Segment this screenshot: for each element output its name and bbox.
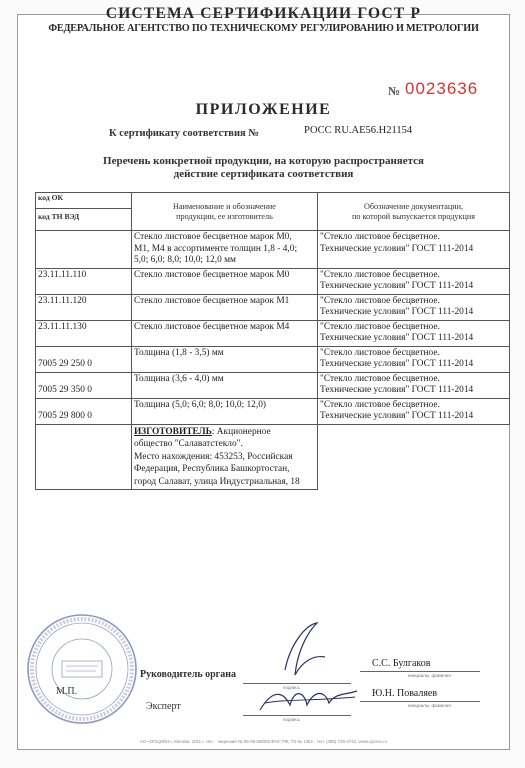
table-header-row [36,193,510,231]
product-code-cell: 7005 29 250 0 [36,346,132,372]
products-table [35,192,510,490]
head-name-line [360,671,480,672]
code-tnved-header: код ТН ВЭД [38,212,80,221]
expert-signature-caption: подпись [283,717,301,722]
docs-header: Обозначение документации, по которой выпускается продукция [318,193,510,231]
seal-place-label: М.П. [56,686,78,697]
head-name: С.С. Булгаков [372,658,431,669]
product-code-cell: 7005 29 800 0 [36,398,132,424]
manufacturer-cell [132,424,318,490]
table-row [36,231,510,269]
code-header-cell [36,193,132,231]
code-ok-header: код ОК [36,193,131,209]
product-name-cell: Стекло листовое бесцветное марок М1 [132,294,318,320]
product-name-cell: Толщина (3,6 - 4,0) мм [132,372,318,398]
print-footer: АО «ОПЦИОН», Москва, 2011 г. «Б» · лицензия № 05-05-09/003 ФНС РФ, ТЗ № 1462 · тел. (495) 726-4742, www.opcion.ru [139,739,388,744]
product-code-cell: 23.11.11.120 [36,294,132,320]
head-of-body-label: Руководитель органа [140,669,236,680]
table-row [36,268,510,294]
expert-label: Эксперт [146,701,181,712]
manufacturer-label: ИЗГОТОВИТЕЛЬ [134,426,212,437]
product-doc-cell: "Стекло листовое бесцветное. Технические условия" ГОСТ 111-2014 [318,320,510,346]
form-number: 0023636 [405,79,479,98]
product-code-cell: 23.11.11.110 [36,268,132,294]
manufacturer-row [36,424,510,490]
expert-name: Ю.Н. Поваляев [372,688,438,699]
head-signature-caption: подпись [283,685,301,690]
product-doc-cell: "Стекло листовое бесцветное. Технические условия" ГОСТ 111-2014 [318,231,510,269]
product-name-cell: Толщина (1,8 - 3,5) мм [132,346,318,372]
product-code-cell: 7005 29 350 0 [36,372,132,398]
appendix-title: ПРИЛОЖЕНИЕ [195,101,332,118]
table-row [36,320,510,346]
table-row [36,398,510,424]
table-row [36,294,510,320]
expert-signature-line [243,715,351,716]
certificate-appendix-page [17,5,510,750]
table-row [36,346,510,372]
subtitle-line-2: действие сертификата соответствия [173,168,354,180]
product-code-cell [36,231,132,269]
certificate-number: РОСС RU.AE56.H21154 [304,125,413,136]
product-name-cell: Толщина (5,0; 6,0; 8,0; 10,0; 12,0) [132,398,318,424]
head-signature-line [243,683,351,684]
form-number-label: № [388,84,401,98]
table-row [36,372,510,398]
product-doc-cell: "Стекло листовое бесцветное. Технические условия" ГОСТ 111-2014 [318,398,510,424]
product-name-cell: Стекло листовое бесцветное марок М4 [132,320,318,346]
system-title: СИСТЕМА СЕРТИФИКАЦИИ ГОСТ Р [105,5,422,22]
product-doc-cell: "Стекло листовое бесцветное. Технические условия" ГОСТ 111-2014 [318,294,510,320]
product-name-cell: Стекло листовое бесцветное марок М0, М1, М4 в ассортименте толщин 1,8 - 4,0; 5,0; 6,0; 8,0; 10,0; 12,0 мм [132,231,318,269]
name-header: Наименование и обозначение продукции, ее изготовитель [132,193,318,231]
expert-name-line [360,701,480,702]
round-seal-stamp [22,609,142,729]
manufacturer-text: : Акционерное общество "Салаватстекло". Место нахождения: 453253, Российская Федерация, Республика Башкортостан, город Салават, улица Индустриальная, 18 [134,426,300,487]
product-doc-cell: "Стекло листовое бесцветное. Технические условия" ГОСТ 111-2014 [318,372,510,398]
manufacturer-code-cell [36,424,132,490]
handwritten-signatures [245,615,365,715]
product-code-cell: 23.11.11.130 [36,320,132,346]
product-doc-cell: "Стекло листовое бесцветное. Технические условия" ГОСТ 111-2014 [318,268,510,294]
product-name-cell: Стекло листовое бесцветное марок М0 [132,268,318,294]
product-doc-cell: "Стекло листовое бесцветное. Технические условия" ГОСТ 111-2014 [318,346,510,372]
expert-name-caption: инициалы, фамилия [408,703,451,708]
certificate-label: К сертификату соответствия № [109,128,259,139]
table-body [36,231,510,425]
manufacturer-empty [318,424,510,490]
subtitle-line-1: Перечень конкретной продукции, на которую распространяется [103,155,424,167]
head-name-caption: инициалы, фамилия [408,673,451,678]
agency-name: ФЕДЕРАЛЬНОЕ АГЕНТСТВО ПО ТЕХНИЧЕСКОМУ РЕГУЛИРОВАНИЮ И МЕТРОЛОГИИ [48,23,479,34]
